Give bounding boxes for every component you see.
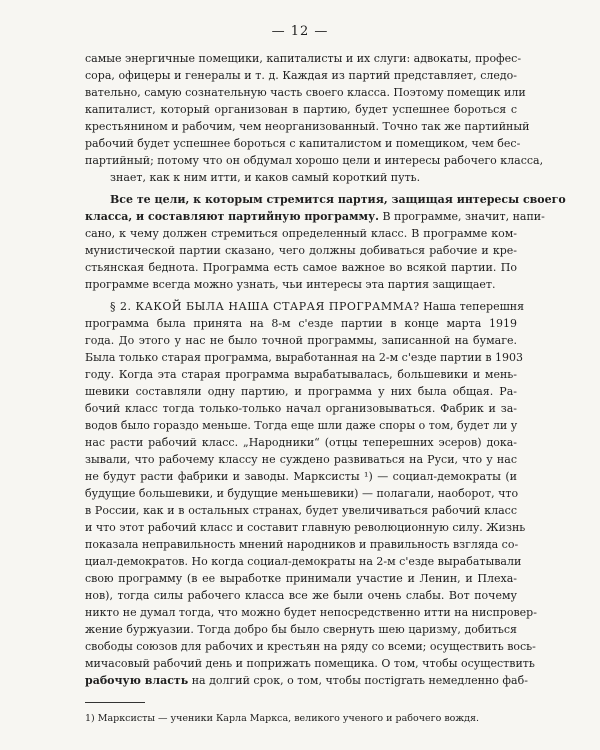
- section-heading: § 2. КАКОЙ БЫЛА НАША СТАРАЯ ПРОГРАММА?: [110, 300, 420, 313]
- text-line: в России, как и в остальных странах, будет увеличиваться рабочий класс: [85, 504, 517, 517]
- text-line: [110, 191, 566, 208]
- text-line: показала неправильность мнений народников и правильность взгляда со-: [85, 538, 519, 551]
- text-run: В программе, значит, напи-: [378, 210, 545, 223]
- text-line: нов), тогда силы рабочего класса все же были очень слабы. Вот почему: [85, 589, 517, 602]
- text-line: не будут расти фабрики и заводы. Марксисты ¹) — социал-демократы (и: [85, 470, 517, 483]
- text-line: свою программу (в ее выработке принимали участие и Ленин, и Плеха-: [85, 572, 517, 585]
- text-line: свободы союзов для рабочих и крестьян на ряду со всеми; осуществить вось-: [85, 640, 536, 653]
- text-line: жение буржуазии. Тогда добро бы было свернуть шею царизму, добиться: [85, 623, 517, 636]
- text-line: водов было гораздо меньше. Тогда еще шли даже споры о том, будет ли у: [85, 419, 518, 432]
- text-line: нас расти рабочий класс. „Народники“ (отцы теперешних эсеров) дока-: [85, 436, 517, 449]
- footnote: 1) Марксисты — ученики Карла Маркса, великого ученого и рабочего вождя.: [85, 713, 479, 724]
- text-line: вательно, самую сознательную часть своего класса. Поэтому помещик или: [85, 86, 526, 99]
- text-line: циал-демократов. Но когда социал-демократы на 2-м с'езде вырабатывали: [85, 555, 522, 568]
- text-line: самые энергичные помещики, капиталисты и их слуги: адвокаты, профес-: [85, 52, 522, 65]
- text-line: программе всегда можно узнать, чьи интересы эта партия защищает.: [85, 278, 496, 291]
- text-line: капиталист, который организован в партию, будет успешнее бороться с: [85, 103, 517, 116]
- text-run: Наша теперешня: [419, 300, 525, 313]
- text-line: [85, 208, 545, 225]
- text-line: партийный; потому что он обдумал хорошо цели и интересы рабочего класса,: [85, 154, 544, 167]
- text-line: никто не думал тогда, что можно будет непосредственно итти на ниспровер-: [85, 606, 537, 619]
- text-line: сано, к чему должен стремиться определенный класс. В программе ком-: [85, 227, 517, 240]
- text-line: мичасовый рабочий день и поприжать помещика. О том, чтобы осуществить: [85, 657, 535, 670]
- text-line: сора, офицеры и генералы и т. д. Каждая из партий представляет, следо-: [85, 69, 517, 82]
- bold-text: Все те цели, к которым стремится партия, защищая интересы своего: [110, 193, 566, 206]
- text-line: году. Когда эта старая программа вырабатывалась, большевики и мень-: [85, 368, 517, 381]
- text-line: крестьянином и рабочим, чем неорганизованный. Точно так же партийный: [85, 120, 530, 133]
- text-line: [85, 672, 528, 689]
- text-line: рабочий будет успешнее бороться с капиталистом и помещиком, чем бес-: [85, 137, 521, 150]
- text-line: и что этот рабочий класс и составит главную революционную силу. Жизнь: [85, 521, 526, 534]
- footnote-divider: [85, 702, 145, 703]
- text-run: на долгий срок, о том, чтобы постigrать немедленно фаб-: [188, 674, 528, 687]
- text-line: бочий класс тогда только-только начал организовываться. Фабрик и за-: [85, 402, 517, 415]
- bold-text: класса, и составляют партийную программу.: [85, 210, 379, 223]
- text-line: знает, как к ним итти, и каков самый короткий путь.: [110, 171, 421, 184]
- text-line: шевики составляли одну партию, и программа у них была общая. Ра-: [85, 385, 517, 398]
- text-line: [110, 298, 525, 315]
- text-line: будущие большевики, и будущие меньшевики) — полагали, наоборот, что: [85, 487, 519, 500]
- text-line: программа была принята на 8-м с'езде партии в конце марта 1919: [85, 317, 517, 330]
- text-line: зывали, что рабочему классу не суждено развиваться на Руси, что у нас: [85, 453, 517, 466]
- bold-text: рабочую власть: [85, 674, 189, 687]
- text-line: года. До этого у нас не было точной программы, записанной на бумаге.: [85, 334, 517, 347]
- text-line: Была только старая программа, выработанная на 2-м с'езде партии в 1903: [85, 351, 524, 364]
- page-number: — 12 —: [271, 24, 329, 39]
- text-line: стьянская беднота. Программа есть самое важное во всякой партии. По: [85, 261, 517, 274]
- text-line: мунистической партии сказано, чего должны добиваться рабочие и кре-: [85, 244, 517, 257]
